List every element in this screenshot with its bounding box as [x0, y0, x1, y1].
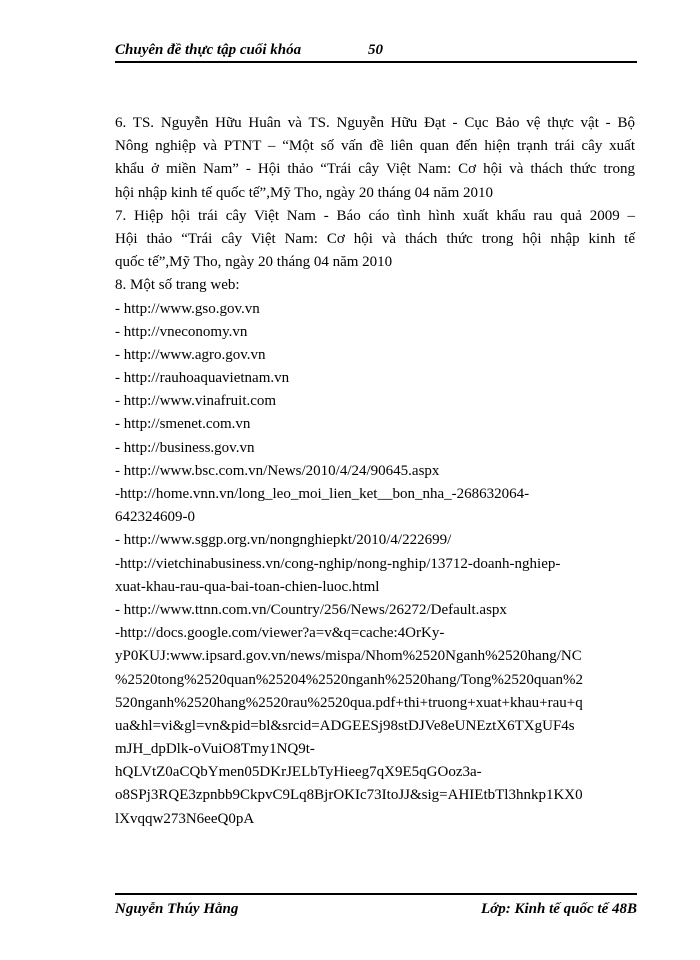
website-link: - http://rauhoaquavietnam.vn [115, 370, 290, 387]
website-link: 520nganh%2520hang%2520rau%2520qua.pdf+thi+truong+xuat+khau+rau+q [115, 694, 583, 711]
website-link: - http://www.gso.gov.vn [115, 300, 260, 317]
website-list [115, 298, 635, 831]
reference-line: Nông nghiệp và PTNT – “Một số vấn đề liên quan đến hiện trạnh trái cây xuất [115, 138, 635, 155]
page-footer [115, 893, 637, 923]
website-link: - http://business.gov.vn [115, 439, 255, 456]
website-link: lXvqqw273N6eeQ0pA [115, 810, 255, 827]
website-link: - http://smenet.com.vn [115, 416, 251, 433]
website-link: 642324609-0 [115, 509, 195, 526]
reference-line: khẩu ở miền Nam” - Hội thảo “Trái cây Việt Nam: Cơ hội và thách thức trong [115, 161, 635, 178]
footer-author: Nguyễn Thúy Hằng [115, 901, 239, 917]
reference-line: hội nhập kinh tế quốc tế”,Mỹ Tho, ngày 20 tháng 04 năm 2010 [115, 184, 493, 201]
website-link: xuat-khau-rau-qua-bai-toan-chien-luoc.html [115, 578, 380, 595]
reference-line: 8. Một số trang web: [115, 277, 240, 294]
reference-item-8 [115, 274, 635, 297]
website-link: - http://www.vinafruit.com [115, 393, 277, 410]
website-link: - http://www.agro.gov.vn [115, 346, 266, 363]
website-link: yP0KUJ:www.ipsard.gov.vn/news/mispa/Nhom%2520Nganh%2520hang/NC [115, 648, 582, 665]
page-header [115, 40, 637, 64]
reference-item-7 [115, 205, 635, 275]
reference-line: Hội thảo “Trái cây Việt Nam: Cơ hội và thách thức trong hội nhập kinh tế [115, 230, 635, 247]
header-title: Chuyên đề thực tập cuối khóa [115, 42, 302, 58]
reference-line: 6. TS. Nguyễn Hữu Huân và TS. Nguyễn Hữu Đạt - Cục Bảo vệ thực vật - Bộ [115, 115, 635, 131]
footer-rule [115, 893, 637, 895]
header-rule [115, 61, 637, 63]
website-link: o8SPj3RQE3zpnbb9CkpvC9Lq8BjrOKIc73ItoJJ&sig=AHIEtbTl3hnkp1KX0 [115, 787, 583, 804]
reference-item-6 [115, 112, 635, 205]
website-link: hQLVtZ0aCQbYmen05DKrJELbTyHieeg7qX9E5qGOoz3a- [115, 764, 482, 781]
website-link: %2520tong%2520quan%25204%2520nganh%2520hang/Tong%2520quan%2 [115, 671, 584, 688]
website-link: - http://www.sggp.org.vn/nongnghiepkt/2010/4/222699/ [115, 532, 452, 549]
page-number: 50 [368, 42, 383, 58]
reference-line: 7. Hiệp hội trái cây Việt Nam - Báo cáo tình hình xuất khẩu rau quả 2009 – [115, 207, 635, 224]
website-link: mJH_dpDlk-oVuiO8Tmy1NQ9t- [115, 741, 315, 758]
website-link: - http://vneconomy.vn [115, 323, 248, 340]
reference-line: quốc tế”,Mỹ Tho, ngày 20 tháng 04 năm 2010 [115, 254, 393, 271]
reference-list [115, 112, 635, 831]
website-link: - http://www.ttnn.com.vn/Country/256/News/26272/Default.aspx [115, 601, 507, 618]
footer-class: Lớp: Kinh tế quốc tế 48B [481, 901, 637, 917]
website-link: ua&hl=vi&gl=vn&pid=bl&srcid=ADGEESj98stDJVe8eUNEztX6TXgUF4s [115, 717, 575, 734]
website-link: -http://vietchinabusiness.vn/cong-nghip/nong-nghip/13712-doanh-nghiep- [115, 555, 561, 572]
website-link: - http://www.bsc.com.vn/News/2010/4/24/90645.aspx [115, 462, 440, 479]
website-link: -http://docs.google.com/viewer?a=v&q=cache:4OrKy- [115, 625, 445, 642]
website-link: -http://home.vnn.vn/long_leo_moi_lien_ket__bon_nha_-268632064- [115, 486, 530, 502]
